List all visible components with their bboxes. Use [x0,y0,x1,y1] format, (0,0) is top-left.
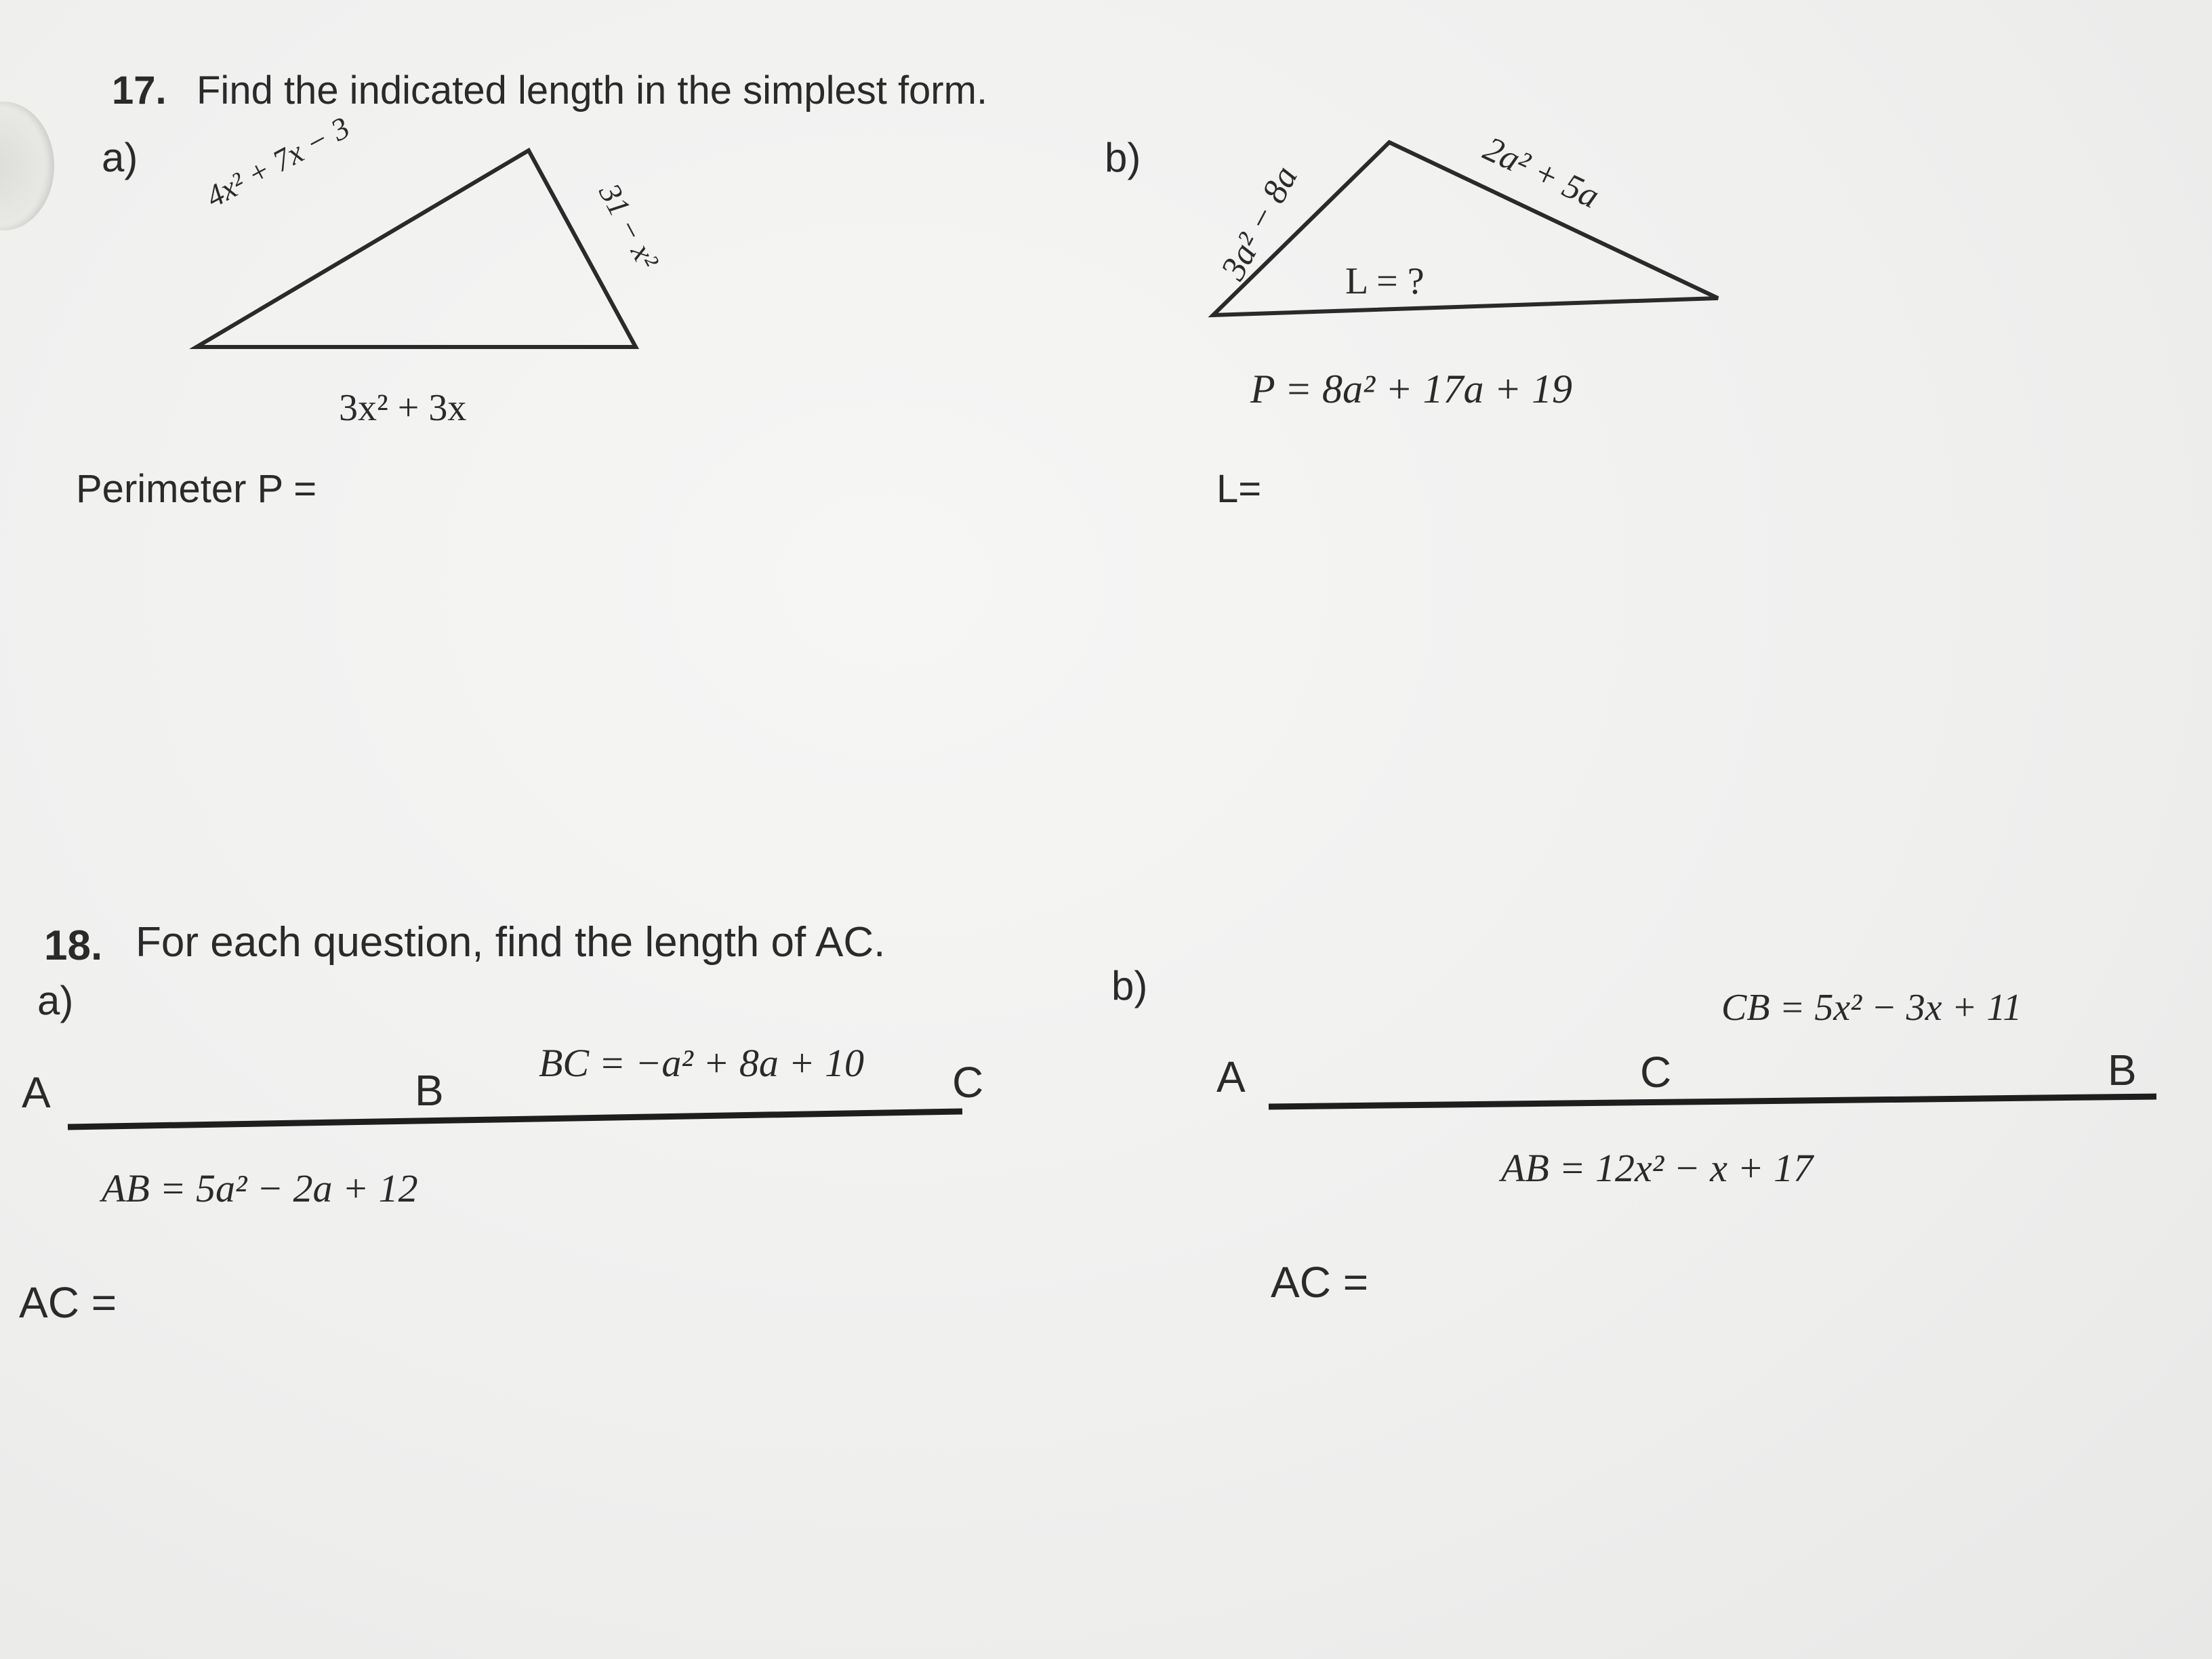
q18b-answer-label: AC = [1271,1258,1369,1307]
q18a-point-c: C [952,1058,984,1107]
q18a-bc: BC = −a² + 8a + 10 [539,1041,865,1085]
q17a-answer-label: Perimeter P = [76,467,317,511]
q18a-answer-label: AC = [19,1278,117,1327]
q17-title: Find the indicated length in the simplest form. [197,68,988,112]
q18-number: 18. [44,922,103,969]
q17b-label: b) [1105,135,1141,180]
q17a-side-bottom: 3x² + 3x [339,387,467,429]
q17b-side-bottom: L = ? [1345,260,1425,302]
q17-number: 17. [112,68,167,112]
q18a-label: a) [37,978,74,1023]
q18b-ab: AB = 12x² − x + 17 [1501,1146,1814,1190]
q18b-point-b: B [2108,1046,2137,1094]
q17b-side-right: 2a² + 5a [1477,129,1605,216]
q17a-label: a) [102,135,138,180]
q18a-ab: AB = 5a² − 2a + 12 [102,1166,418,1210]
q18b-cb: CB = 5x² − 3x + 11 [1721,987,2022,1029]
triangle-b [1213,142,1718,315]
q18a-point-b: B [415,1066,444,1115]
segment-ab-b [1269,1097,2156,1107]
q17b-answer-label: L= [1216,467,1262,511]
segment-ac-a [68,1111,962,1127]
q18a-point-a: A [22,1068,51,1117]
q18b-point-a: A [1216,1052,1246,1101]
q17b-side-left: 3a² − 8a [1213,159,1306,287]
q18b-point-c: C [1640,1048,1672,1097]
q17a-side-right: 31 − x² [592,178,666,274]
q17a-side-left: 4x² + 7x − 3 [200,110,356,214]
q17b-perimeter: P = 8a² + 17a + 19 [1250,367,1573,411]
q18-title: For each question, find the length of AC. [136,919,886,966]
q18b-label: b) [1111,963,1148,1008]
